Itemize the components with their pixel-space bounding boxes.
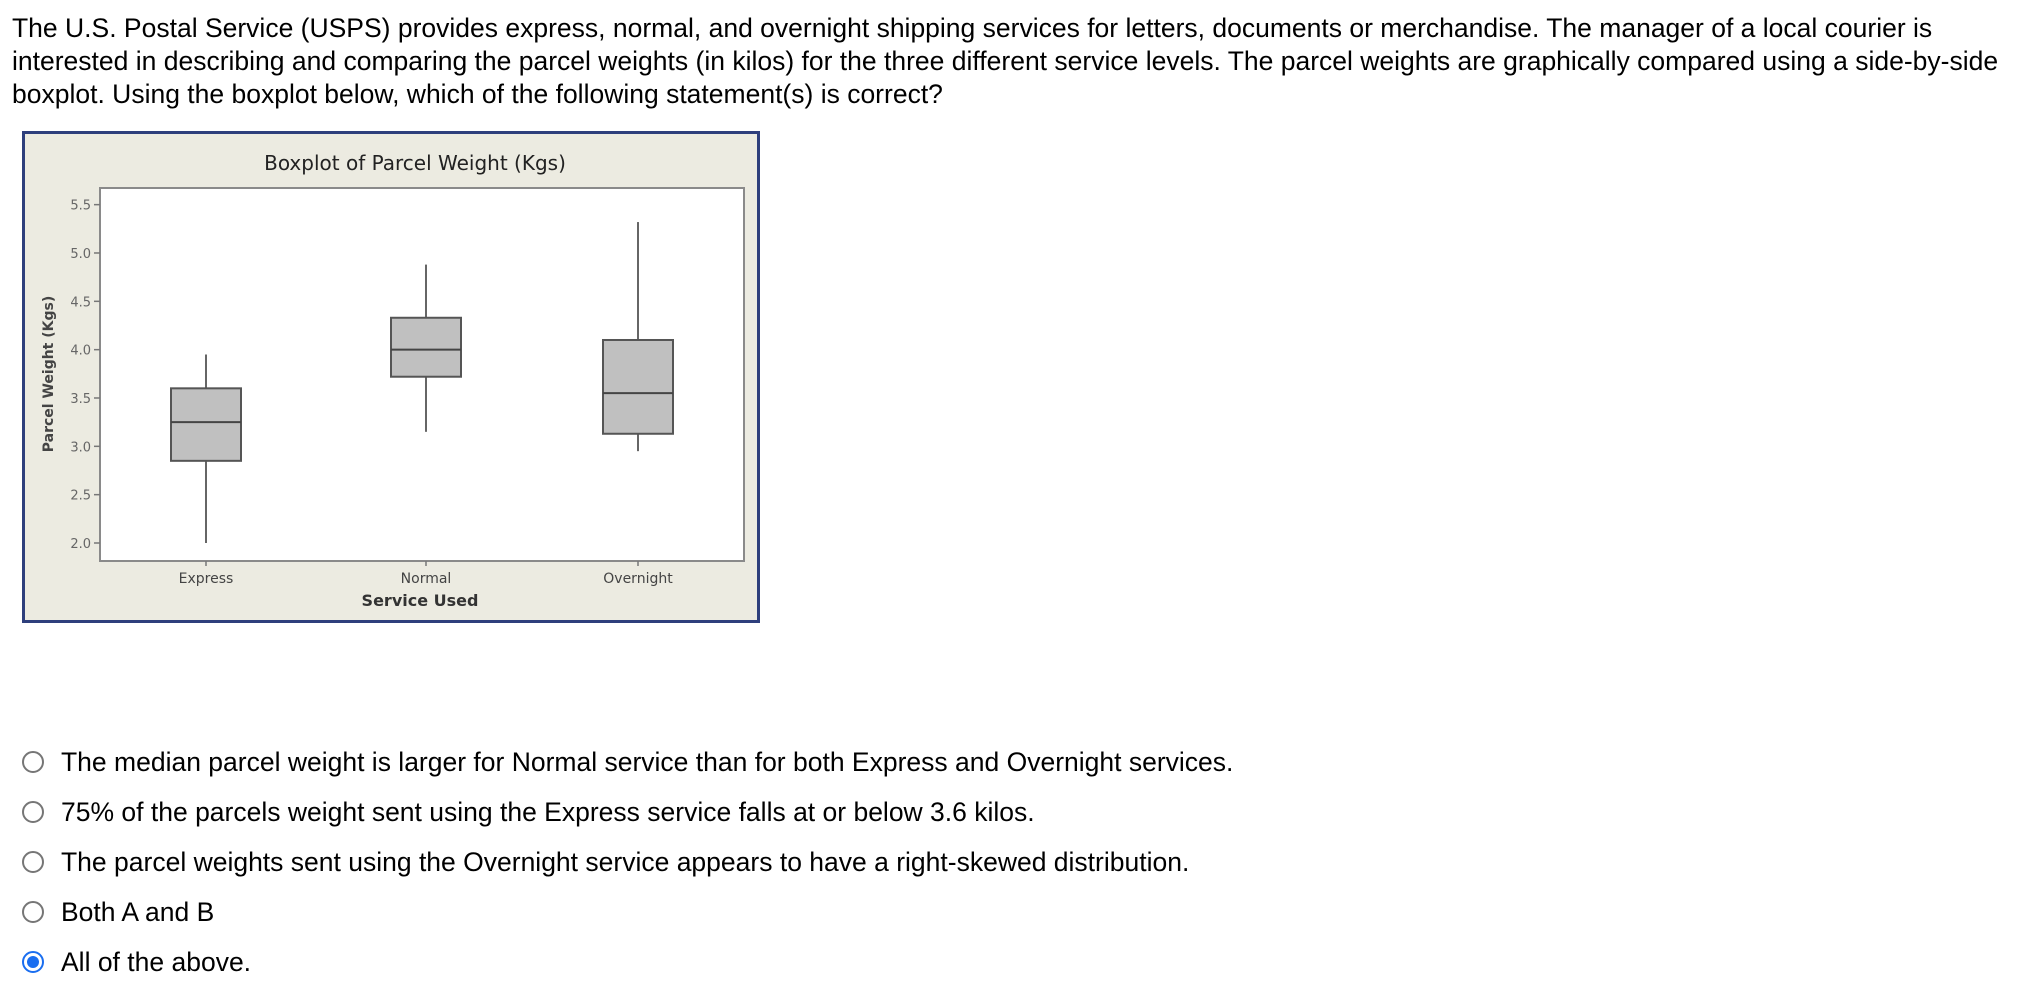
x-tick-label: Normal [400,571,452,587]
answer-option-label: All of the above. [61,946,252,977]
overnight-box [603,340,673,434]
answer-option[interactable] [22,787,1233,837]
answer-option[interactable] [22,837,1233,887]
boxplot-figure [22,131,760,623]
x-tick-label: Overnight [603,571,673,587]
x-axis-label: Service Used [361,591,479,610]
y-tick-label: 4.0 [70,343,91,359]
x-tick-label: Express [178,571,234,587]
y-tick-label: 5.5 [70,198,91,214]
y-tick-label: 3.0 [70,440,91,456]
answer-option[interactable] [22,887,1233,937]
chart-title: Boxplot of Parcel Weight (Kgs) [264,151,566,175]
radio-button-selected[interactable] [22,951,44,973]
radio-button[interactable] [22,901,44,923]
radio-button[interactable] [22,751,44,773]
boxplot-chart [25,134,763,626]
y-tick-label: 5.0 [70,246,91,262]
y-tick-label: 2.0 [70,537,91,552]
answer-option[interactable] [22,737,1233,787]
answer-option-label: The parcel weights sent using the Overnight service appears to have a right-skewed distribution. [61,846,1190,877]
question-text: The U.S. Postal Service (USPS) provides express, normal, and overnight shipping services for letters, documents or merchandise. The manager of a local courier is interested in describing and comparing the parcel weights (in kilos) for the three different service levels. The parcel weights are graphically compared using a side-by-side boxplot. Using the boxplot below, which of the following statement(s) is correct? [12,13,1999,109]
y-tick-label: 3.5 [70,391,91,407]
y-axis-label: Parcel Weight (Kgs) [41,295,57,453]
express-box [171,388,241,461]
radio-button[interactable] [22,851,44,873]
normal-box [391,318,461,377]
answer-option[interactable] [22,937,1233,987]
y-tick-label: 4.5 [70,295,91,311]
answer-option-label: The median parcel weight is larger for Normal service than for both Express and Overnight services. [61,746,1234,777]
radio-button[interactable] [22,801,44,823]
answer-option-label: Both A and B [61,896,215,927]
answer-option-label: 75% of the parcels weight sent using the Express service falls at or below 3.6 kilos. [61,796,1035,827]
y-tick-label: 2.5 [70,488,91,504]
answer-options [22,737,1233,987]
